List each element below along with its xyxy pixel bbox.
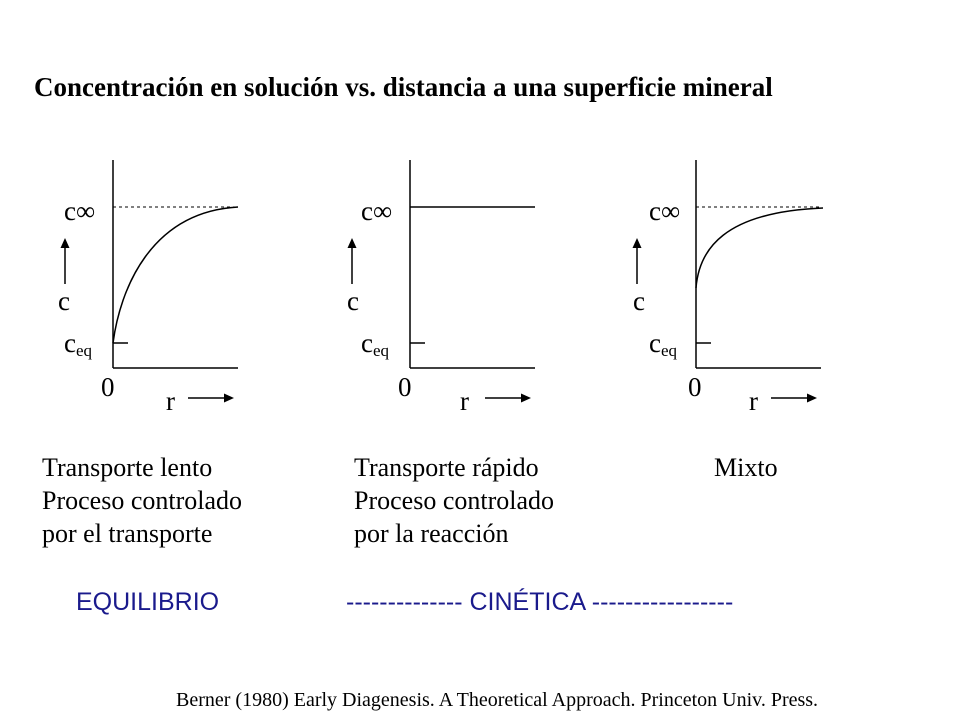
concentration-curve [113, 207, 238, 343]
c-eq-base: c [649, 328, 661, 358]
c-arrow-head [61, 238, 70, 248]
caption-mixed [714, 451, 778, 484]
c-eq-label [361, 330, 389, 359]
plot-fast-transport [357, 150, 547, 410]
r-label: r [460, 386, 469, 416]
c-eq-base: c [361, 328, 373, 358]
panel-slow-transport [60, 150, 360, 420]
reference-citation: Berner (1980) Early Diagenesis. A Theoretical Approach. Princeton Univ. Press. [176, 689, 819, 711]
c-eq-label [649, 330, 677, 359]
r-label: r [166, 386, 175, 416]
page-title: Concentración en solución vs. distancia a una superficie mineral [34, 72, 773, 102]
caption-line: Transporte rápido [354, 453, 539, 482]
r-arrow-head [521, 394, 531, 403]
origin-label: 0 [398, 372, 412, 402]
panel-fast-transport [347, 150, 657, 420]
caption-line: Transporte lento [42, 453, 213, 482]
c-label: c [58, 286, 70, 316]
c-inf-label: c∞ [361, 196, 393, 226]
concentration-curve [696, 208, 823, 288]
r-arrow-head [807, 394, 817, 403]
caption-slow-transport [42, 451, 242, 550]
r-label: r [749, 386, 758, 416]
origin-label: 0 [688, 372, 702, 402]
caption-line: por la reacción [354, 519, 509, 548]
c-inf-label: c∞ [649, 196, 681, 226]
c-inf-label: c∞ [64, 196, 96, 226]
kinetics-label: -------------- CINÉTICA ----------------- [346, 588, 734, 616]
plot-mixed [643, 150, 833, 410]
c-eq-subscript: eq [372, 341, 390, 360]
equilibrium-label: EQUILIBRIO [76, 588, 220, 616]
c-eq-base: c [64, 328, 76, 358]
r-arrow-head [224, 394, 234, 403]
plot-slow-transport [60, 150, 250, 410]
caption-line: por el transporte [42, 519, 213, 548]
c-eq-label [64, 330, 92, 359]
c-label: c [633, 286, 645, 316]
panel-mixed [633, 150, 943, 420]
caption-line: Proceso controlado [42, 486, 243, 515]
origin-label: 0 [101, 372, 115, 402]
caption-fast-transport [354, 451, 554, 550]
c-label: c [347, 286, 359, 316]
c-eq-subscript: eq [660, 341, 678, 360]
caption-line: Mixto [714, 453, 778, 482]
caption-line: Proceso controlado [354, 486, 555, 515]
c-eq-subscript: eq [75, 341, 93, 360]
